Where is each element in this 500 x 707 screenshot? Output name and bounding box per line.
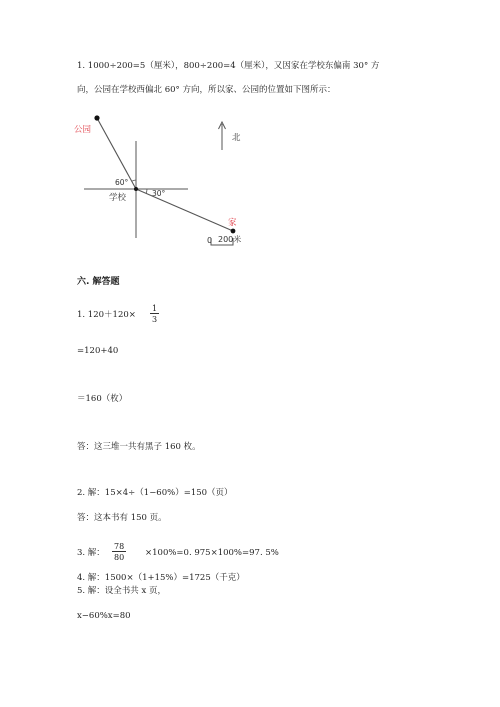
park-label: 公园 [74, 125, 92, 135]
angle-30-arc [146, 189, 147, 193]
q5-line: 5. 解：设全书共 x 页， [77, 586, 167, 596]
section-heading: 六. 解答题 [77, 277, 120, 287]
answer1-line1: 1. 1000÷200=5（厘米），800÷200=4（厘米），又因家在学校东偏南 30° 方 [77, 61, 380, 71]
home-point [231, 229, 236, 234]
q1-step1: =120+40 [77, 346, 119, 356]
angle-30-label: 30° [152, 189, 166, 198]
q4-line: 4. 解：1500×（1+15%）=1725（千克） [77, 573, 245, 583]
q1-prefix: 1. 120＋120× [77, 310, 136, 320]
q3-fraction [112, 543, 126, 562]
park-point [94, 115, 99, 120]
q1-fraction [150, 305, 159, 324]
q5-equation: x−60%x=80 [77, 611, 131, 621]
scale-zero-label: 0 [207, 236, 213, 245]
q2-answer: 答：这本书有 150 页。 [77, 513, 167, 523]
answer1-line2: 向，公园在学校西偏北 60° 方向，所以家、公园的位置如下图所示： [77, 85, 336, 95]
school-to-home-line [136, 189, 233, 231]
q1-fraction-denominator: 3 [152, 315, 158, 324]
q1-answer: 答：这三堆一共有黑子 160 枚。 [77, 442, 201, 452]
school-label: 学校 [109, 193, 127, 203]
angle-60-label: 60° [115, 178, 129, 187]
position-diagram [0, 0, 500, 260]
q3-fraction-denominator: 80 [114, 553, 125, 562]
home-label: 家 [228, 218, 237, 228]
school-point [134, 187, 138, 191]
scale-label: 200米 [218, 235, 242, 244]
north-label: 北 [232, 133, 241, 143]
q1-step2: ＝160（枚） [77, 394, 128, 404]
q3-prefix: 3. 解： [77, 548, 105, 558]
q1-fraction-numerator: 1 [152, 304, 158, 313]
q2-line: 2. 解：15×4÷（1−60%）=150（页） [77, 488, 233, 498]
q3-suffix: ×100%=0. 975×100%=97. 5% [145, 548, 279, 558]
angle-60-arc [132, 180, 136, 181]
q3-fraction-numerator: 78 [114, 542, 125, 551]
